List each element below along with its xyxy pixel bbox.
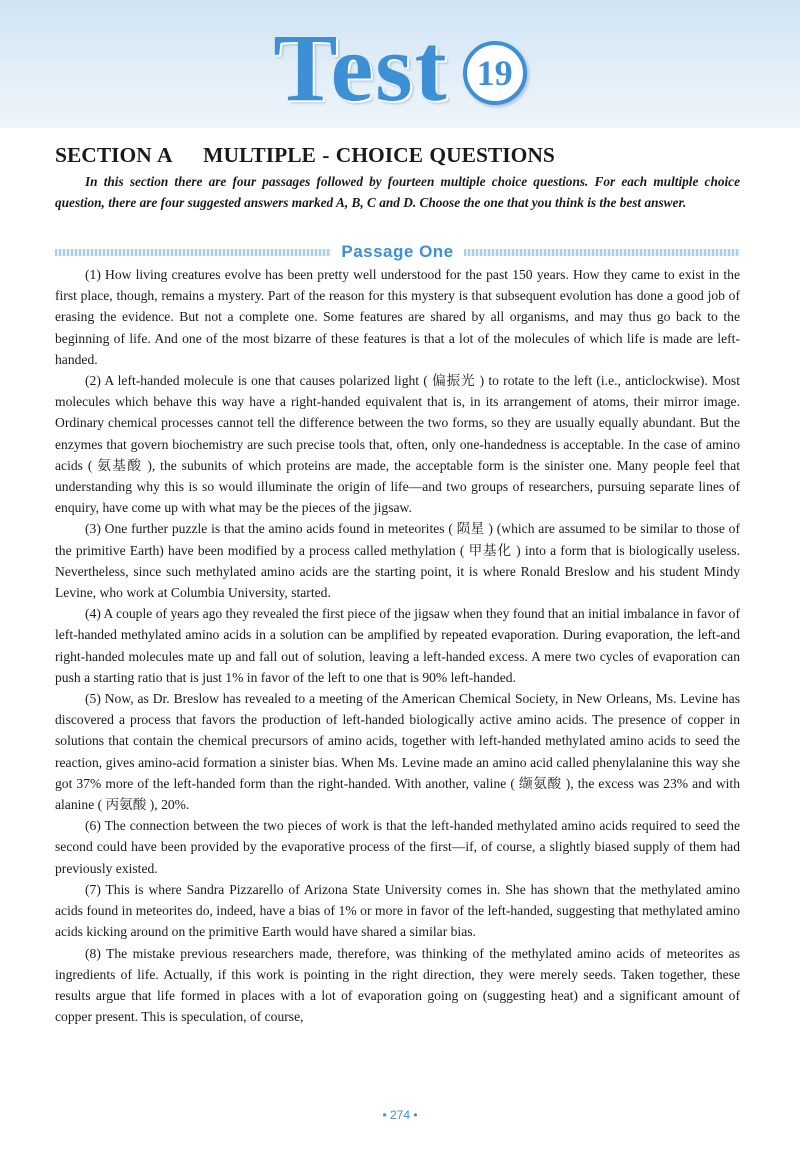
section-heading: SECTION A MULTIPLE - CHOICE QUESTIONS [55, 143, 555, 167]
section-instructions: In this section there are four passages followed by fourteen multiple choice questions. For each multiple choice question, there are four suggested answers marked A, B, C and D. Choose the one that you think is the best answer. [55, 174, 740, 210]
passage-header-rule-left [55, 249, 331, 256]
paragraph-4: (4) A couple of years ago they revealed the first piece of the jigsaw when they found that an initial imbalance in favor of left-handed methylated amino acids in a solution can be amplified by repeated evaporation. During evaporation, the left-and right-handed molecules mate up and fall out of solution, leaving a left-handed excess. A mere two cycles of evaporation can push a starting ratio that is just 1% in favor of the left to one that is 90% left-handed. [55, 606, 740, 685]
paragraph-2: (2) A left-handed molecule is one that causes polarized light ( 偏振光 ) to rotate to the left (i.e., anticlockwise). Most molecules which behave this way have a right-handed equivalent that is, in its arrangement of atoms, their mirror image. Ordinary chemical processes cannot tell the difference between the two forms, so they are usually equally abundant. But the enzymes that govern biochemistry are such precise tools that, often, only one-handedness is acceptable. In the case of amino acids ( 氨基酸 ), the subunits of which proteins are made, the acceptable form is the sinister one. Many people feel that understanding why this is so would illuminate the origin of life—and two groups of researchers, pursuing separate lines of enquiry, have come up with what may be the pieces of the jigsaw. [55, 373, 740, 516]
test-title-word: Test [273, 14, 449, 121]
paragraph-8: (8) The mistake previous researchers made, therefore, was thinking of the methylated amino acids of meteorites as ingredients of life. Actually, if this work is pointing in the right direction, they were merely seeds. Taken together, these results argue that life formed in places with a lot of evaporation going on (suggesting heat) and a significant amount of copper present. This is speculation, of course, [55, 945, 740, 1025]
passage-header-rule-right [464, 249, 740, 256]
paragraph-1: (1) How living creatures evolve has been pretty well understood for the past 150 years. How they came to exist in the first place, though, remains a mystery. Part of the reason for this mystery is that subsequent evolution has done a good job of erasing the evidence. But not a complete one. Some features are shared by all organisms, and may thus go back to the beginning of life. And one of the most bizarre of these features is that a lot of the molecules of which life is made are left-handed. [55, 267, 740, 367]
paragraph-7: (7) This is where Sandra Pizzarello of Arizona State University comes in. She has shown that the methylated amino acids found in meteorites do, indeed, have a bias of 1% or more in favor of the left-handed, suggesting that methylated amino acids kicking around on the primitive Earth would have shared a similar bias. [55, 881, 740, 940]
passage-body [55, 264, 740, 1027]
title-banner [0, 0, 800, 128]
page-number: • 274 • [382, 1108, 418, 1122]
passage-header [55, 242, 740, 262]
test-number-badge: 19 [463, 41, 527, 105]
paragraph-3: (3) One further puzzle is that the amino acids found in meteorites ( 陨星 ) (which are assumed to be similar to those of the primitive Earth) have been modified by a process called methylation ( 甲基化 ) into a form that is biologically useless. Nevertheless, since such methylated amino acids are the starting point, it is where Ronald Breslow and his student Mindy Levine, who work at Columbia University, started. [55, 521, 740, 601]
paragraph-6: (6) The connection between the two pieces of work is that the left-handed methylated amino acids required to seed the second could have been provided by the evaporative process of the first—if, of course, a slightly biased supply of them had previously existed. [55, 818, 740, 876]
passage-title: Passage One [341, 242, 454, 261]
test-title [0, 14, 800, 121]
paragraph-5: (5) Now, as Dr. Breslow has revealed to a meeting of the American Chemical Society, in New Orleans, Ms. Levine has discovered a process that favors the production of left-handed biologically active amino acids. The presence of copper in solutions that contain the chemical precursors of amino acids, together with left-handed methylated amino acids to seed the reaction, gives amino-acid formation a sinister bias. When Ms. Levine made an amino acid called phenylalanine this way she got 37% more of the left-handed form than the right-handed. With another, valine ( 缬氨酸 ), the excess was 23% and with alanine ( 丙氨酸 ), 20%. [55, 691, 740, 813]
